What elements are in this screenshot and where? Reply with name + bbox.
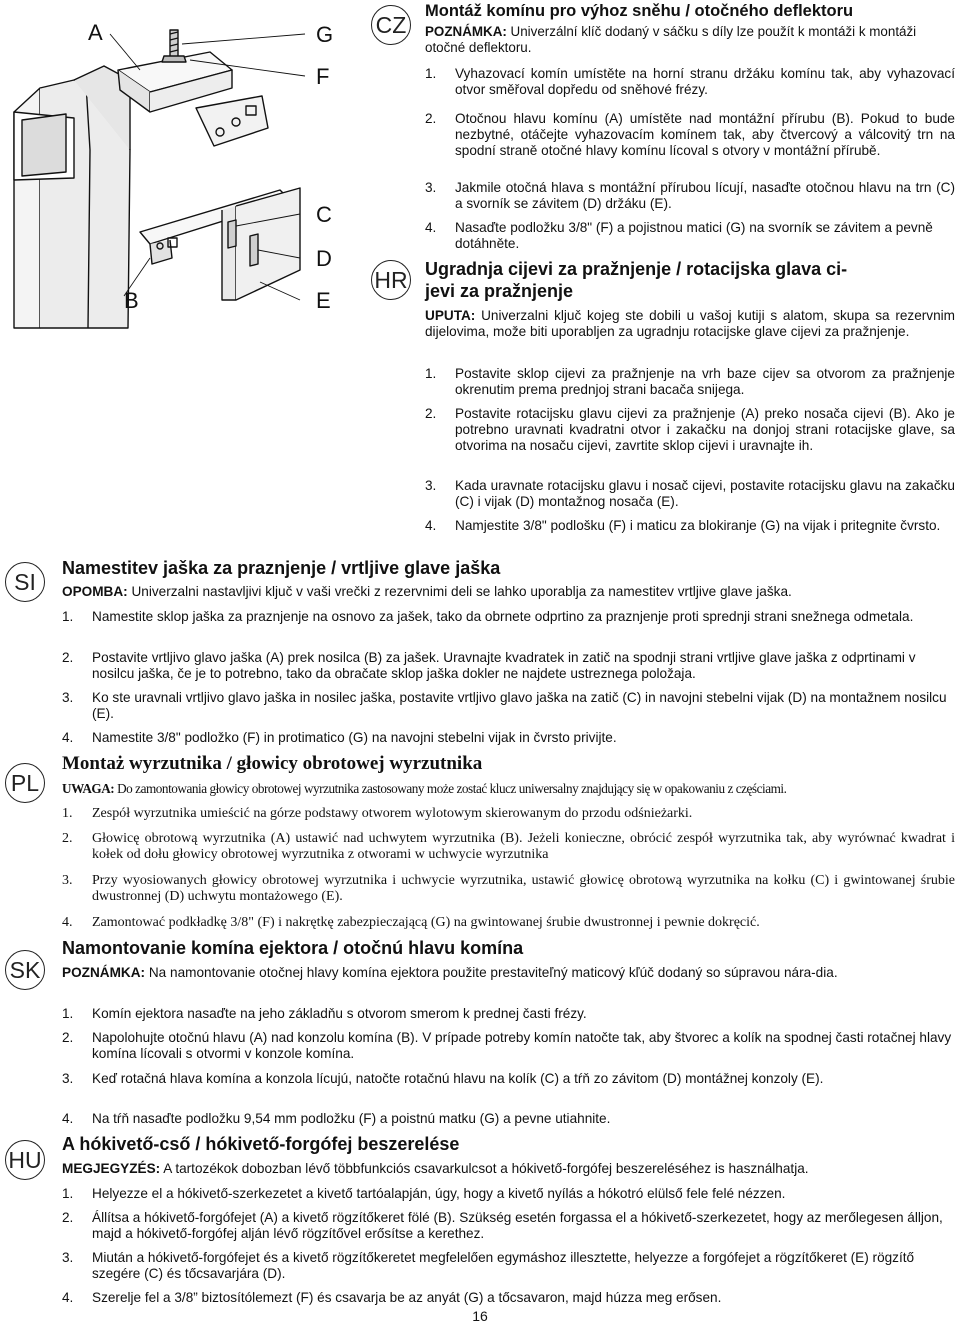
label-f: F xyxy=(316,64,330,89)
badge-sk: SK xyxy=(5,950,45,990)
step-hu-4: 4. Szerelje fel a 3/8” biztosítólemezt (F) és csavarja be az anyát (G) a tőcsavaron, majd húzza meg erősen. xyxy=(62,1290,722,1305)
nut-top xyxy=(162,56,186,62)
note-sk: POZNÁMKA: Na namontovanie otočnej hlavy komína ejektora použite prestaviteľný maticový kľúč dodaný so súpravou nára-dia. xyxy=(62,965,838,980)
badge-si: SI xyxy=(5,562,45,602)
badge-cz: CZ xyxy=(371,5,411,45)
assembly-illustration xyxy=(0,0,420,330)
step-hu-2: 2. Állítsa a hókivető-forgófejet (A) a kivető rögzítőkeret fölé (B). Szükség esetén forgassa el a hókivető-szerkezetet, hogy az merőlegesen álljon, majd a hókivető-forgófej alján lévő rögzítővel erősítse a kerethez. xyxy=(62,1210,943,1241)
step-cz-2: 2. Otočnou hlavu komínu (A) umístěte nad montážní přírubu (B). Pokud to bude nezbytné, otáčejte vyhazovacím komínem tak, aby čtvercový a válcovitý trn na spodní straně otočné hlavy komínu lícoval s otvory v montážní přírubě. xyxy=(425,111,955,158)
badge-pl: PL xyxy=(5,763,45,803)
note-cz: POZNÁMKA: Univerzální klíč dodaný v sáčku s díly lze použít k montáži k montáži otočné deflektoru. xyxy=(425,24,917,55)
step-pl-1: 1. Zespół wyrzutnika umieścić na górze podstawy otworem wylotowym skierowanym do przodu odśnieżarki. xyxy=(62,806,693,821)
label-c: C xyxy=(316,202,332,227)
section-title-si: Namestitev jaška za praznjenje / vrtljive glave jaška xyxy=(62,558,501,578)
step-sk-4: 4. Na tŕň nasaďte podložku 9,54 mm podložku (F) a poistnú matku (G) a pevne utiahnite. xyxy=(62,1111,611,1126)
step-si-3: 3. Ko ste uravnali vrtljivo glavo jaška in nosilec jaška, postavite vrtljivo glavo jaška na zatič (C) in navojni stebelni vijak (D) na montažnem nosilcu (E). xyxy=(62,690,947,721)
step-si-4: 4. Namestite 3/8" podložko (F) in protimatico (G) na navojni stebelni vijak in čvrsto privijte. xyxy=(62,730,617,745)
step-hu-3: 3. Miután a hókivető-forgófejet és a kivető rögzítőkeretet megfelelően egymáshoz illesztette, helyezze a forgófejet a rögzítőkeret (E) rögzítő szegére (C) és tőcsavarjára (D). xyxy=(62,1250,915,1281)
step-hr-1: 1. Postavite sklop cijevi za pražnjenje na vrh baze cijev sa otvorom za pražnjenje okrenutim prema prednjoj strani bacača snijega. xyxy=(425,366,955,397)
badge-hu: HU xyxy=(5,1140,45,1180)
section-title-pl: Montaż wyrzutnika / głowicy obrotowej wyrzutnika xyxy=(62,753,483,774)
step-pl-2: 2. Głowicę obrotową wyrzutnika (A) ustawić nad uchwytem wyrzutnika (B). Jeżeli konieczne, obrócić zespół wyrzutnika tak, aby wyrównać kwadrat i kołek od dołu głowicy obrotowej wyrzutnika z otworami w uchwycie wyrzutnika xyxy=(62,831,955,862)
section-title-hr: Ugradnja cijevi za pražnjenje / rotacijska glava ci- jevi za pražnjenje xyxy=(425,259,848,301)
label-a: A xyxy=(88,20,103,45)
step-cz-3: 3. Jakmile otočná hlava s montážní přírubou lícují, nasaďte otočnou hlavu na trn (C) a svorník se závitem (D) držáku (E). xyxy=(425,180,955,211)
step-si-2: 2. Postavite vrtljivo glavo jaška (A) prek nosilca (B) za jašek. Uravnajte kvadratek in zatič na spodnji strani vrtljive glave jaška z odprtinami v nosilcu jaška, če je to potrebno, tako da obračate sklop jaška dokler ne najdete ustreznega položaja. xyxy=(62,650,916,681)
step-sk-3: 3. Keď rotačná hlava komína a konzola lícujú, natočte rotačnú hlavu na kolík (C) a tŕň zo závitom (D) montážnej konzoly (E). xyxy=(62,1071,824,1086)
label-b: B xyxy=(124,288,139,313)
pin xyxy=(228,220,236,248)
step-hr-3: 3. Kada uravnate rotacijsku glavu i nosač cijevi, postavite rotacijsku glavu na zakačku (C) i vijak (D) montažnog nosača (E). xyxy=(425,478,955,509)
section-title-cz: Montáž komínu pro výhoz sněhu / otočného deflektoru xyxy=(425,2,854,20)
note-si: OPOMBA: Univerzalni nastavljivi ključ v vaši vrečki z rezervnimi deli se lahko uporablja za namestitev vrtljive glave jaška. xyxy=(62,584,792,599)
step-si-1: 1. Namestite sklop jaška za praznjenje na osnovo za jašek, tako da obrnete odprtino za praznjenje proti sprednji strani snežnega odmetala. xyxy=(62,609,914,624)
note-hu: MEGJEGYZÉS: A tartozékok dobozban lévő többfunkciós csavarkulcsot a hókivető-forgófej beszereléséhez is használhatja. xyxy=(62,1161,809,1176)
section-title-sk: Namontovanie komína ejektora / otočnú hlavu komína xyxy=(62,938,524,958)
section-title-hu: A hókivető-cső / hókivető-forgófej beszerelése xyxy=(62,1134,460,1154)
label-g: G xyxy=(316,22,334,47)
label-d: D xyxy=(316,246,332,271)
label-e: E xyxy=(316,288,331,313)
step-hr-2: 2. Postavite rotacijsku glavu cijevi za pražnjenje (A) preko nosača cijevi (B). Ako je potrebno uravnati kvadratni otvor i zakačku na donjoj strani rotacijske glave, sa otvorima na nosaču cijevi, zavrtite sklop cijevi i uravnajte ih. xyxy=(425,406,955,453)
step-cz-4: 4. Nasaďte podložku 3/8" (F) a pojistnou matici (G) na svorník se závitem a pevně dotáhněte. xyxy=(425,220,933,251)
step-hr-4: 4. Namjestite 3/8" podlošku (F) i maticu za blokiranje (G) na vijak i pritegnite čvrsto. xyxy=(425,518,941,533)
page-number: 16 xyxy=(472,1308,488,1324)
step-sk-2: 2. Napolohujte otočnú hlavu (A) nad konzolu komína (B). V prípade potreby komín natočte tak, aby štvorec a kolík na spodnej časti rotačnej hlavy komína lícovali s otvormi v konzole komína. xyxy=(62,1030,952,1061)
note-hr: UPUTA: Univerzalni ključ kojeg ste dobili u vašoj kutiji s alatom, skupa sa rezervnim dijelovima, može biti uporabljen za ugradnju rotacijske glave cijevi za pražnjenje. xyxy=(425,308,955,339)
step-pl-4: 4. Zamontować podkładkę 3/8" (F) i nakrętkę zabezpieczającą (G) na gwintowanej śrubie dwustronnej i pewnie dokręcić. xyxy=(62,915,760,930)
step-cz-1: 1. Vyhazovací komín umístěte na horní stranu držáku komínu tak, aby vyhazovací otvor směřoval dopředu od sněhové frézy. xyxy=(425,66,955,97)
badge-hr: HR xyxy=(371,260,411,300)
note-pl: UWAGA: Do zamontowania głowicy obrotowej wyrzutnika zastosowany może zostać klucz uniwersalny znajdujący się w opakowaniu z częściami. xyxy=(62,781,787,796)
threaded-stud xyxy=(250,234,258,266)
step-pl-3: 3. Przy wyosiowanych głowicy obrotowej wyrzutnika i uchwycie wyrzutnika, ustawić głowicę obrotową wyrzutnika na kołku (C) i gwintowanej śrubie dwustronnej (D) uchwytu montażowego (E). xyxy=(62,873,955,904)
step-hu-1: 1. Helyezze el a hókivető-szerkezetet a kivető tartóalapján, úgy, hogy a kivető nyílás a hókotró elülső fele felé nézzen. xyxy=(62,1186,786,1201)
step-sk-1: 1. Komín ejektora nasaďte na jeho základňu s otvorom smerom k prednej časti frézy. xyxy=(62,1006,587,1021)
